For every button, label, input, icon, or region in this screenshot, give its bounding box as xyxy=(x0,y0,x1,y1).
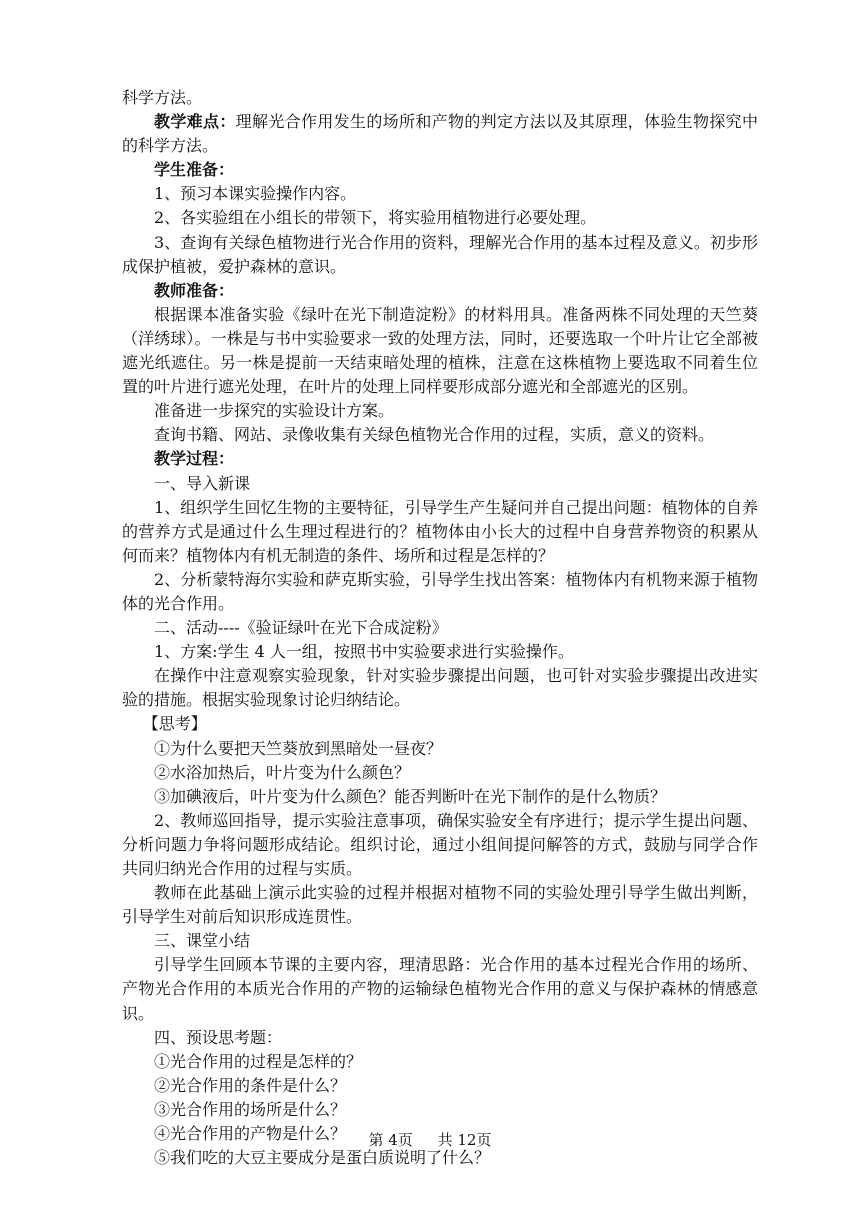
teacher-prep-paragraph-2: 准备进一步探究的实验设计方案。 xyxy=(154,401,395,421)
section-intro-heading: 一、导入新课 xyxy=(154,473,251,493)
intro-paragraph-1: 1、组织学生回忆生物的主要特征，引导学生产生疑问并自己提出问题：植物体的自养的营养方式是通过什么生理过程进行的？植物体由小长大的过程中自身营养物资的积累从何而来？植物体内有机无制造的条件、场所和过程是怎样的？ xyxy=(122,497,758,565)
section-questions-heading: 四、预设思考题： xyxy=(154,1027,283,1047)
think-label: 【思考】 xyxy=(142,714,207,734)
question-item-4: ④光合作用的产物是什么？ xyxy=(154,1124,347,1144)
question-item-2: ②光合作用的条件是什么？ xyxy=(154,1075,347,1095)
teacher-prep-paragraph-1: 根据课本准备实验《绿叶在光下制造淀粉》的材料用具。准备两株不同处理的天竺葵（洋绣球）。一株是与书中实验要求一致的处理方法，同时，还要选取一个叶片让它全部被遮光纸遮住。另一株是提前一天结束暗处理的植株，注意在这株植物上要选取不同着生位置的叶片进行遮光处理，在叶片的处理上同样要形成部分遮光和全部遮光的区别。 xyxy=(122,304,758,397)
student-prep-item-2: 2、各实验组在小组长的带领下，将实验用植物进行必要处理。 xyxy=(154,208,597,228)
question-item-1: ①光合作用的过程是怎样的？ xyxy=(154,1051,363,1071)
page-number: 第 4页 xyxy=(368,1131,413,1149)
page-total: 共 12页 xyxy=(437,1131,492,1149)
student-prep-item-1: 1、预习本课实验操作内容。 xyxy=(154,184,357,204)
question-item-5: ⑤我们吃的大豆主要成分是蛋白质说明了什么？ xyxy=(154,1148,491,1168)
difficulty-text: 理解光合作用发生的场所和产物的判定方法以及其原理，体验生物探究中的科学方法。 xyxy=(122,112,758,156)
teacher-prep-heading: 教师准备： xyxy=(154,280,235,300)
section-activity-heading: 二、活动----《验证绿叶在光下合成淀粉》 xyxy=(154,618,448,638)
student-prep-item-3: 3、查询有关绿色植物进行光合作用的资料，理解光合作用的基本过程及意义。初步形成保护植被，爱护森林的意识。 xyxy=(122,232,758,276)
document-body xyxy=(122,86,758,1170)
activity-paragraph-4: 教师在此基础上演示此实验的过程并根据对植物不同的实验处理引导学生做出判断，引导学生对前后知识形成连贯性。 xyxy=(122,883,758,927)
page-footer xyxy=(0,1129,860,1150)
activity-paragraph-1: 1、方案:学生 4 人一组，按照书中实验要求进行实验操作。 xyxy=(154,642,574,662)
question-item-3: ③光合作用的场所是什么？ xyxy=(154,1099,347,1119)
activity-paragraph-3: 2、教师巡回指导，提示实验注意事项，确保实验安全有序进行；提示学生提出问题、分析问题力争将问题形成结论。组织讨论，通过小组间提问解答的方式，鼓励与同学合作共同归纳光合作用的过程与实质。 xyxy=(122,810,758,878)
paragraph: 科学方法。 xyxy=(122,88,203,107)
teaching-process-heading: 教学过程： xyxy=(154,449,235,469)
think-question-3: ③加碘液后，叶片变为什么颜色？能否判断叶在光下制作的是什么物质？ xyxy=(154,786,667,806)
summary-paragraph: 引导学生回顾本节课的主要内容，理清思路：光合作用的基本过程光合作用的场所、产物光合作用的本质光合作用的产物的运输绿色植物光合作用的意义与保护森林的情感意识。 xyxy=(122,955,758,1023)
intro-paragraph-2: 2、分析蒙特海尔实验和萨克斯实验，引导学生找出答案：植物体内有机物来源于植物体的光合作用。 xyxy=(122,569,758,613)
section-summary-heading: 三、课堂小结 xyxy=(154,931,251,951)
student-prep-heading: 学生准备： xyxy=(154,160,235,180)
think-question-2: ②水浴加热后，叶片变为什么颜色？ xyxy=(154,762,411,782)
think-question-1: ①为什么要把天竺葵放到黑暗处一昼夜？ xyxy=(154,738,443,758)
difficulty-label: 教学难点： xyxy=(154,112,236,132)
teaching-difficulty xyxy=(122,110,758,158)
activity-paragraph-2: 在操作中注意观察实验现象，针对实验步骤提出问题，也可针对实验步骤提出改进实验的措施。根据实验现象讨论归纳结论。 xyxy=(122,666,758,710)
teacher-prep-paragraph-3: 查询书籍、网站、录像收集有关绿色植物光合作用的过程，实质，意义的资料。 xyxy=(154,425,715,445)
